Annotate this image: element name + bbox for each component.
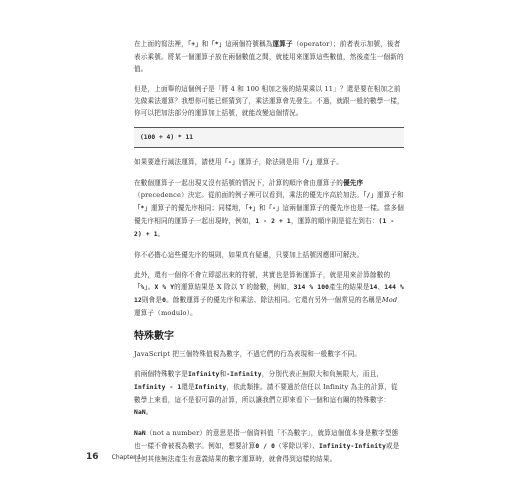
inline-code: (1 - 2) + 1 bbox=[134, 218, 395, 238]
inline-code: Infinity bbox=[187, 371, 220, 378]
page-number: 16 bbox=[86, 452, 99, 462]
text: （not a number）的意思是指一個資料值「不為數字」，就算這個值本身是數字型態也一樣不會被視為數字。例如，想要計算 bbox=[134, 429, 399, 450]
text: 還是 bbox=[181, 383, 195, 391]
chapter-label: Chapter 1 bbox=[111, 454, 142, 461]
text: 產生的結果是 bbox=[329, 283, 370, 291]
text: 運算子，除法則是用 bbox=[238, 158, 300, 166]
inline-code: 「-」 bbox=[265, 205, 283, 212]
emphasis: Mod bbox=[381, 296, 398, 304]
text: 。 bbox=[147, 283, 155, 291]
inline-code: 「+」 bbox=[187, 41, 202, 48]
text: 運算子。 bbox=[316, 158, 344, 166]
paragraph-parentheses bbox=[134, 249, 404, 261]
text: 在數個運算子一起出現又沒有括號的情況下，計算的順序會由運算子的 bbox=[134, 179, 344, 187]
inline-code: 「+」 bbox=[245, 205, 259, 212]
text: （precedence）決定。從前面的例子裡可以看到，乘法的優先序高於加法。 bbox=[134, 191, 364, 199]
paragraph-modulo bbox=[134, 269, 404, 319]
paragraph-nan bbox=[134, 427, 404, 465]
text: 。 bbox=[145, 408, 153, 416]
inline-code: -Infinity bbox=[226, 371, 262, 378]
text: ，依此類推。請不要過於信任以 Infinity 為主的計算，從數學上來看，這不是很可靠的計算，所以讓我們立即來看下一個和這有關的特殊數字： bbox=[134, 383, 398, 404]
inline-code: 「/」 bbox=[299, 159, 317, 166]
paragraph-special-intro bbox=[134, 348, 404, 360]
code-block: (100 + 4) * 11 bbox=[134, 127, 404, 148]
page-content bbox=[134, 38, 404, 473]
text: 。餘數運算子的優先序和乘法、除法相同。它還有另外一個常見的名稱是 bbox=[166, 296, 382, 304]
text: 但是，上面舉的這個例子是「將 4 和 100 相加之後的結果乘以 11」？還是要在相加之前先做乘法運算？我想你可能已經猜到了，乘法運算會先發生。不過，就跟一般的數學一樣，你可以把加法部分的運算加上括號，就能改變這個情況。 bbox=[134, 85, 404, 117]
text: JavaScript 把三個特殊值視為數字，不過它們的行為表現和一般數字不同。 bbox=[134, 350, 362, 358]
inline-code: 314 % 100 bbox=[293, 284, 330, 291]
inline-code: 「*」 bbox=[134, 205, 151, 212]
text: （零除以零）、 bbox=[275, 442, 320, 450]
paragraph-order bbox=[134, 83, 404, 119]
text: 這兩個運算子的優先序也是一樣。當多個優先序相同的運算子一起出現時，例如， bbox=[134, 204, 404, 225]
text: 運算子的優先序相同；同樣地， bbox=[150, 204, 246, 212]
term: 優先序 bbox=[343, 179, 364, 187]
inline-code: 14 bbox=[369, 284, 378, 291]
inline-code: Infinity bbox=[194, 384, 227, 391]
paragraph-operators bbox=[134, 38, 404, 75]
text: 運算子（modulo）。 bbox=[134, 309, 197, 317]
inline-code: 0 bbox=[162, 297, 167, 304]
inline-code: Infinity - 1 bbox=[134, 384, 182, 391]
inline-code: 0 / 0 bbox=[255, 443, 276, 450]
text: 此外，還有一個你不會立即認出來的符號，其實也是算術運算子，就是用來計算餘數的 bbox=[134, 271, 391, 279]
text: 在上面的寫法裡， bbox=[134, 40, 188, 48]
text: （operator）；前者表示加號，後者表示乘號。將某一個運算子放在兩個數值之間，就能用來運算這些數值，然後產生一個新的值。 bbox=[134, 40, 404, 73]
paragraph-precedence bbox=[134, 177, 404, 241]
text: 運算子和 bbox=[376, 191, 404, 199]
inline-code: 「-」 bbox=[221, 159, 239, 166]
text: 、 bbox=[377, 283, 385, 291]
term: 運算子 bbox=[272, 40, 293, 48]
inline-code: 「%」 bbox=[134, 284, 148, 291]
text: 前兩個特殊數字是 bbox=[134, 370, 188, 378]
section-heading: 特殊數字 bbox=[134, 331, 174, 342]
text: 和 bbox=[258, 204, 266, 212]
text: 和 bbox=[219, 370, 227, 378]
text: 和 bbox=[201, 40, 209, 48]
inline-code: X % Y bbox=[154, 284, 175, 291]
paragraph-subtract-divide bbox=[134, 156, 404, 169]
text: 如果要進行減法運算，請使用 bbox=[134, 158, 222, 166]
inline-code: 1 - 2 + 1 bbox=[255, 218, 291, 225]
text: 這兩個符號稱為 bbox=[225, 40, 273, 48]
page-footer bbox=[86, 444, 141, 463]
text: 。 bbox=[157, 230, 165, 238]
paragraph-infinity bbox=[134, 368, 404, 419]
text: 或是任何其他無法產生有意義結果的數字運算時，就會得到這樣的結果。 bbox=[134, 442, 400, 463]
inline-code: Infinity-Infinity bbox=[319, 443, 387, 450]
text: 你不必擔心這些優先序的規則，如果真有疑慮，只要加上括號因應即可解決。 bbox=[134, 251, 364, 259]
text: ，運算的順序則是從左到右： bbox=[290, 217, 379, 225]
inline-code: 「/」 bbox=[363, 192, 377, 199]
inline-code: 「*」 bbox=[208, 41, 226, 48]
text: 的運算結果是 X 除以 Y 的餘數，例如， bbox=[174, 283, 294, 291]
inline-code: NaN bbox=[134, 409, 146, 416]
text: ，分別代表正無限大和負無限大，而且， bbox=[261, 370, 384, 378]
inline-code: NaN bbox=[134, 430, 146, 437]
text: 則會是 bbox=[141, 296, 163, 304]
inline-code: 144 % 12 bbox=[134, 284, 404, 304]
